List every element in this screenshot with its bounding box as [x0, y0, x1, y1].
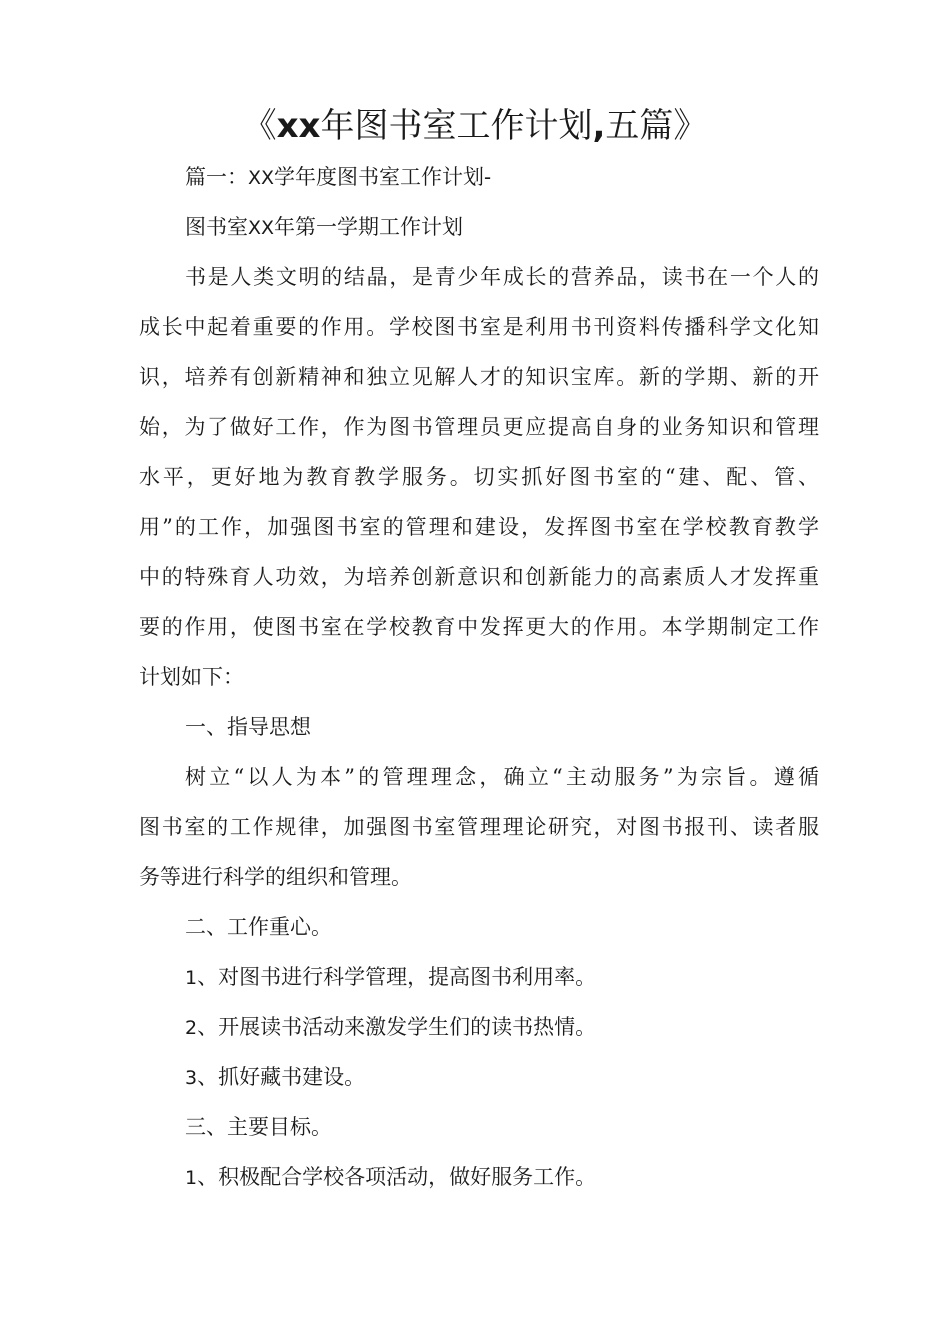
- title-tail: 五篇》: [605, 106, 708, 146]
- part-year-placeholder: XX: [248, 167, 275, 189]
- list-item: [185, 1012, 819, 1043]
- intro-line: 要的作用，使图书室在学校教育中发挥更大的作用。本学期制定工作: [139, 615, 819, 639]
- title-main: 年图书室工作计划: [320, 106, 593, 146]
- intro-line: 成长中起着重要的作用。学校图书室是利用书刊资料传播科学文化知: [139, 315, 819, 339]
- section-heading-work-focus: 二、工作重心。: [185, 915, 332, 939]
- title-comma: ,: [592, 106, 606, 146]
- plan-prefix: 图书室: [185, 215, 248, 239]
- list-item-number: 1: [185, 1167, 198, 1189]
- list-item: [185, 1062, 819, 1093]
- list-item-text: 、积极配合学校各项活动，做好服务工作。: [197, 1165, 597, 1189]
- intro-line: 计划如下：: [139, 665, 244, 689]
- section1-line: 图书室的工作规律，加强图书室管理理论研究，对图书报刊、读者服: [139, 815, 819, 839]
- list-item-number: 2: [185, 1017, 198, 1039]
- title-year-placeholder: xx: [276, 106, 321, 146]
- section-heading-guiding-thought: 一、指导思想: [185, 715, 311, 739]
- plan-heading: [185, 212, 819, 243]
- title-open-bracket: 《: [242, 106, 277, 146]
- list-item: [185, 1162, 819, 1193]
- document-title: [0, 102, 950, 150]
- list-item-number: 3: [185, 1067, 198, 1089]
- list-item-number: 1: [185, 967, 198, 989]
- plan-title: 年第一学期工作计划: [274, 215, 464, 239]
- list-item-text: 、开展读书活动来激发学生们的读书热情。: [197, 1015, 597, 1039]
- list-item: [185, 962, 819, 993]
- list-item-text: 、抓好藏书建设。: [197, 1065, 366, 1089]
- intro-line: 识，培养有创新精神和独立见解人才的知识宝库。新的学期、新的开: [139, 365, 819, 389]
- part-title: 学年度图书室工作计划-: [274, 165, 492, 189]
- section-heading-main-goals: 三、主要目标。: [185, 1115, 332, 1139]
- intro-line: 书是人类文明的结晶，是青少年成长的营养品，读书在一个人的: [185, 265, 819, 289]
- intro-line: 用”的工作，加强图书室的管理和建设，发挥图书室在学校教育教学: [139, 515, 819, 539]
- part-heading: [185, 162, 819, 193]
- list-item-text: 、对图书进行科学管理，提高图书利用率。: [197, 965, 597, 989]
- section1-line: 务等进行科学的组织和管理。: [139, 865, 412, 889]
- intro-line: 中的特殊育人功效，为培养创新意识和创新能力的高素质人才发挥重: [139, 565, 819, 589]
- intro-line: 水平，更好地为教育教学服务。切实抓好图书室的“建、配、管、: [139, 465, 819, 489]
- intro-line: 始，为了做好工作，作为图书管理员更应提高自身的业务知识和管理: [139, 415, 819, 439]
- plan-year-placeholder: XX: [248, 217, 275, 239]
- section1-line: 树立“以人为本”的管理理念，确立“主动服务”为宗旨。遵循: [185, 765, 819, 789]
- part-prefix: 篇一：: [185, 165, 248, 189]
